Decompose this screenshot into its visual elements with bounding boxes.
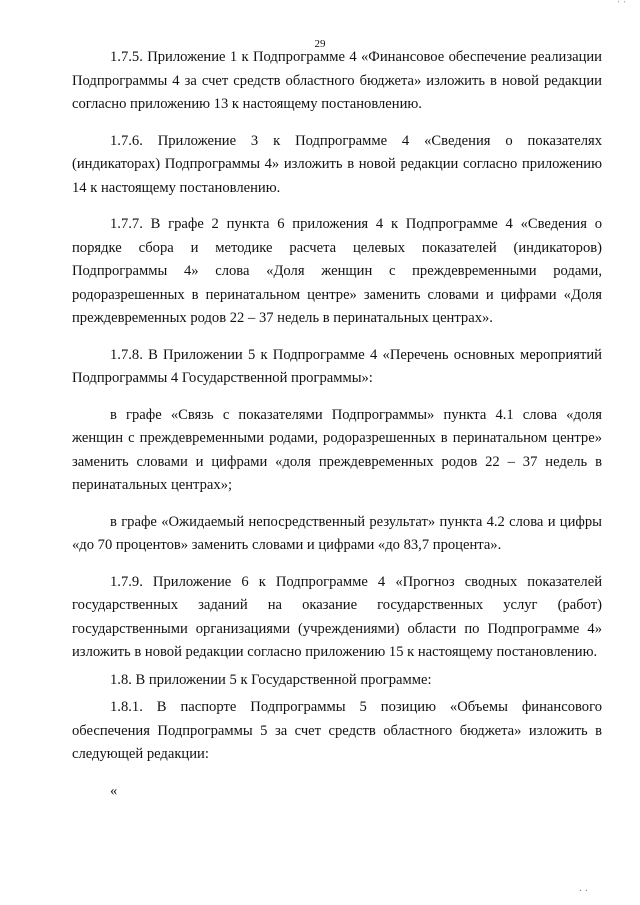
- page-number: 29: [314, 38, 326, 50]
- paragraph-column-result: в графе «Ожидаемый непосредственный результат» пункта 4.2 слова и цифры «до 70 процентов» заменить словами и цифрами «до 83,7 процента».: [72, 513, 602, 553]
- opening-quote: «: [110, 782, 118, 799]
- paragraph-1-8-1: 1.8.1. В паспорте Подпрограммы 5 позицию «Объемы финансового обеспечения Подпрограммы 5 за счет средств областного бюджета» изложить в следующей редакции:: [72, 699, 602, 762]
- paragraph-1-7-6: 1.7.6. Приложение 3 к Подпрограмме 4 «Сведения о показателях (индикаторах) Подпрограммы 4» изложить в новой редакции согласно приложению 14 к настоящему постановлению.: [72, 132, 602, 196]
- paragraph-1-7-7: 1.7.7. В графе 2 пункта 6 приложения 4 к Подпрограмме 4 «Сведения о порядке сбора и методике расчета целевых показателей (индикаторов) Подпрограммы 4» слова «Доля женщин с преждевременными родами, родоразрешенных в перинатальном центре» заменить словами и цифрами «Доля преждевременных родов 22 – 37 недель в перинатальных центрах».: [72, 216, 602, 326]
- paragraph-column-link: в графе «Связь с показателями Подпрограммы» пункта 4.1 слова «доля женщин с преждевременными родами, родоразрешенных в перинатальном центре» заменить словами и цифрами «доля преждевременных родов 22 – 37 недель в перинатальных центрах»;: [72, 406, 602, 493]
- paragraph-1-7-9: 1.7.9. Приложение 6 к Подпрограмме 4 «Прогноз сводных показателей государственных заданий на оказание государственных услуг (работ) государственными организациями (учреждениями) области по Подпрограмме 4» изложить в новой редакции согласно приложению 15 к настоящему постановлению.: [72, 573, 602, 660]
- scan-mark-bottom: · ·: [578, 886, 588, 897]
- paragraph-1-7-8: 1.7.8. В Приложении 5 к Подпрограмме 4 «Перечень основных мероприятий Подпрограммы 4 Государственной программы»:: [72, 346, 602, 386]
- document-body: [72, 46, 602, 816]
- scan-mark-top: ˈ ˈ: [616, 0, 626, 11]
- paragraph-1-7-5: 1.7.5. Приложение 1 к Подпрограмме 4 «Финансовое обеспечение реализации Подпрограммы 4 за счет средств областного бюджета» изложить в новой редакции согласно приложению 13 к настоящему постановлению.: [72, 49, 602, 112]
- paragraph-1-8: 1.8. В приложении 5 к Государственной программе:: [110, 671, 432, 688]
